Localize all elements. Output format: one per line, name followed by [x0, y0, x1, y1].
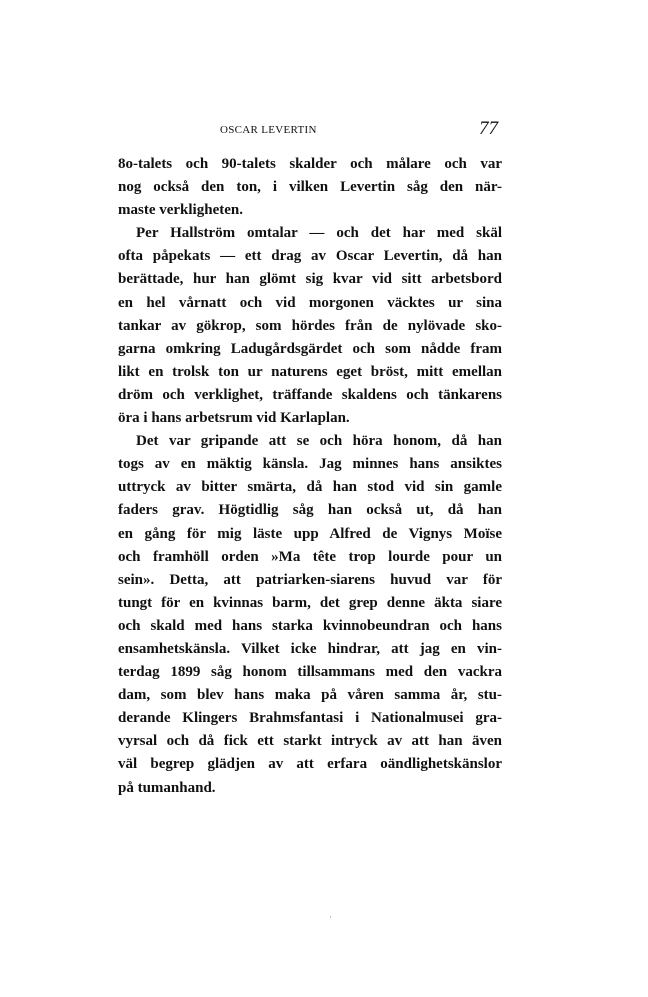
page-number: 77	[479, 118, 498, 139]
text-line: väl begrep glädjen av att erfara oändlighetskänslor	[118, 756, 502, 773]
text-line: tungt för en kvinnas barm, det grep denne äkta siare	[118, 594, 502, 611]
text-line: Per Hallström omtalar — och det har med skäl	[136, 225, 502, 242]
text-line: derande Klingers Brahmsfantasi i Nationalmusei gra-	[118, 710, 502, 727]
text-line: berättade, hur han glömt sig kvar vid sitt arbetsbord	[118, 271, 502, 288]
text-line: dam, som blev hans maka på våren samma år, stu-	[118, 687, 502, 704]
text-line: maste verkligheten.	[118, 202, 243, 219]
text-line: vyrsal och då fick ett starkt intryck av att han även	[118, 733, 502, 750]
text-line: en gång för mig läste upp Alfred de Vignys Moïse	[118, 525, 502, 542]
text-line: 8o-talets och 90-talets skalder och målare och var	[118, 156, 502, 172]
text-line: ofta påpekats — ett drag av Oscar Levertin, då han	[118, 248, 502, 265]
text-line: nog också den ton, i vilken Levertin såg den när-	[118, 179, 502, 196]
text-line: öra i hans arbetsrum vid Karlaplan.	[118, 410, 350, 427]
text-line: likt en trolsk ton ur naturens eget bröst, mitt emellan	[118, 363, 502, 380]
text-line: garna omkring Ladugårdsgärdet och som nådde fram	[118, 340, 502, 357]
text-line: dröm och verklighet, träffande skaldens och tänkarens	[118, 386, 502, 403]
text-line: på tumanhand.	[118, 779, 216, 796]
text-line: faders grav. Högtidlig såg han också ut, då han	[118, 502, 502, 519]
running-title: OSCAR LEVERTIN	[220, 124, 317, 136]
text-line: terdag 1899 såg honom tillsammans med den vackra	[118, 664, 502, 681]
text-line: och framhöll orden »Ma tête trop lourde pour un	[118, 548, 502, 565]
text-line: och skald med hans starka kvinnobeundran och hans	[118, 617, 502, 634]
text-line: togs av en mäktig känsla. Jag minnes hans ansiktes	[118, 456, 502, 473]
body-text	[118, 153, 502, 800]
text-line: uttryck av bitter smärta, då han stod vid sin gamle	[118, 479, 502, 496]
text-line: Det var gripande att se och höra honom, då han	[136, 433, 502, 450]
text-line: en hel vårnatt och vid morgonen väcktes ur sina	[118, 294, 502, 311]
scan-speck	[330, 916, 331, 918]
text-line: tankar av gökrop, som hördes från de nylövade sko-	[118, 317, 502, 334]
running-head	[0, 118, 648, 142]
text-line: sein». Detta, att patriarken-siarens huvud var för	[118, 571, 502, 588]
text-line: ensamhetskänsla. Vilket icke hindrar, att jag en vin-	[118, 640, 502, 657]
